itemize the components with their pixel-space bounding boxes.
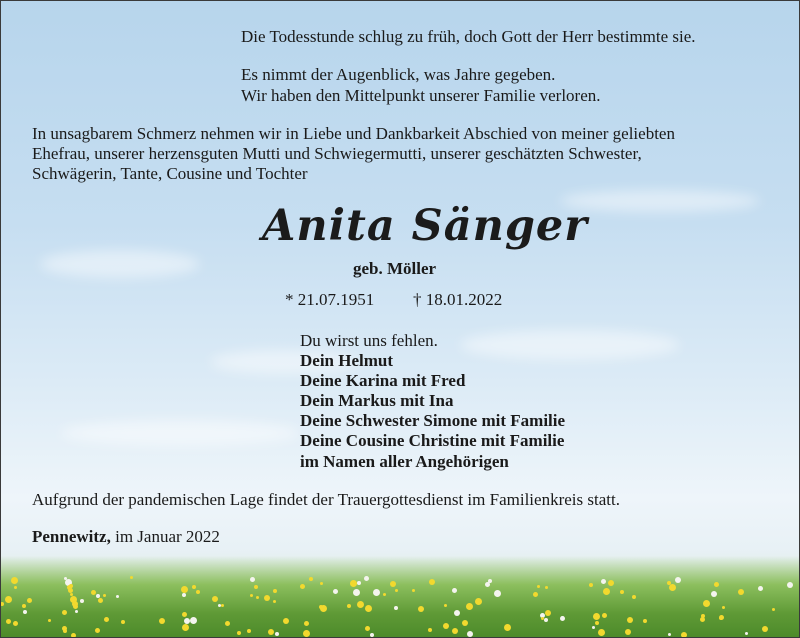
flower-decoration [443, 623, 449, 629]
flower-decoration [592, 626, 595, 629]
flower-decoration [533, 592, 538, 597]
flower-decoration [130, 576, 133, 579]
flower-decoration [494, 590, 501, 597]
place: Pennewitz, [32, 527, 111, 546]
flower-decoration [365, 605, 372, 612]
flower-decoration [23, 610, 27, 614]
flower-decoration [218, 604, 221, 607]
intro-line-2: Ehefrau, unserer herzensguten Mutti und Schwiegermutti, unserer geschätzten Schwester, [32, 144, 642, 163]
flower-decoration [418, 606, 424, 612]
cloud-decoration [40, 250, 200, 278]
flower-decoration [643, 619, 647, 623]
service-note: Aufgrund der pandemischen Lage findet der Trauergottesdienst im Familienkreis statt. [32, 490, 620, 509]
flower-decoration [395, 589, 398, 592]
flower-decoration [466, 603, 473, 610]
flower-decoration [80, 599, 84, 603]
flower-decoration [627, 617, 633, 623]
maiden-name: geb. Möller [353, 259, 437, 278]
mourners-intro: Du wirst uns fehlen. [300, 331, 438, 350]
flower-decoration [598, 629, 605, 636]
flower-decoration [602, 613, 607, 618]
flower-decoration [75, 610, 78, 613]
flower-decoration [182, 624, 189, 631]
flower-decoration [452, 628, 458, 634]
flower-decoration [159, 618, 165, 624]
flower-decoration [601, 579, 606, 584]
flower-decoration [370, 633, 374, 637]
mourner-name: Dein Helmut [300, 351, 394, 370]
flower-decoration [701, 614, 705, 618]
flower-decoration [69, 584, 73, 588]
flower-decoration [703, 600, 710, 607]
flower-decoration [667, 581, 671, 585]
flower-decoration [347, 604, 351, 608]
flower-decoration [196, 590, 200, 594]
flower-decoration [283, 618, 289, 624]
flower-decoration [620, 590, 624, 594]
flower-decoration [589, 583, 593, 587]
flower-decoration [303, 630, 310, 637]
flower-decoration [504, 624, 511, 631]
flower-decoration [192, 585, 196, 589]
flower-decoration [95, 628, 100, 633]
flower-decoration [711, 591, 717, 597]
flower-decoration [212, 596, 218, 602]
flower-decoration [675, 577, 681, 583]
flower-decoration [357, 581, 361, 585]
flower-decoration [320, 605, 327, 612]
flower-decoration [608, 580, 614, 586]
flower-decoration [462, 620, 468, 626]
flower-decoration [429, 579, 435, 585]
cloud-decoration [60, 420, 300, 446]
flower-decoration [268, 629, 274, 635]
flower-decoration [758, 586, 763, 591]
flower-decoration [603, 588, 610, 595]
flower-decoration [762, 626, 768, 632]
date: im Januar 2022 [115, 527, 220, 546]
verse-line-2: Es nimmt der Augenblick, was Jahre gegeben. [241, 65, 556, 84]
flower-decoration [669, 584, 676, 591]
flower-decoration [11, 577, 18, 584]
flower-decoration [247, 629, 251, 633]
flower-decoration [182, 612, 187, 617]
flower-decoration [264, 595, 270, 601]
flower-decoration [364, 576, 369, 581]
flower-decoration [254, 585, 258, 589]
flower-decoration [71, 633, 76, 638]
flower-decoration [772, 608, 775, 611]
flower-decoration [73, 604, 78, 609]
flower-decoration [722, 606, 725, 609]
mourner-name: Deine Karina mit Fred [300, 371, 466, 390]
flower-decoration [428, 628, 432, 632]
flower-decoration [545, 610, 551, 616]
flower-decoration [273, 589, 277, 593]
flower-decoration [22, 604, 26, 608]
birth-date: * 21.07.1951 [285, 290, 375, 309]
flower-decoration [444, 604, 447, 607]
flower-decoration [27, 598, 32, 603]
flower-decoration [225, 621, 230, 626]
flower-decoration [116, 595, 119, 598]
flower-decoration [485, 582, 490, 587]
flower-decoration [304, 621, 309, 626]
flower-decoration [96, 594, 100, 598]
flower-decoration [412, 589, 415, 592]
flower-decoration [541, 617, 544, 620]
flower-decoration [365, 626, 370, 631]
flower-decoration [237, 631, 241, 635]
flower-decoration [452, 588, 457, 593]
verse-line-1: Die Todesstunde schlug zu früh, doch Gott der Herr bestimmte sie. [241, 27, 696, 46]
flower-decoration [5, 596, 12, 603]
mourner-name: Deine Cousine Christine mit Familie [300, 431, 565, 450]
flower-decoration [333, 589, 338, 594]
flower-decoration [467, 631, 473, 637]
flower-decoration [273, 600, 276, 603]
cloud-decoration [560, 190, 760, 212]
flower-decoration [545, 586, 548, 589]
flower-decoration [357, 601, 364, 608]
flower-decoration [250, 594, 253, 597]
flower-decoration [181, 586, 188, 593]
flower-decoration [593, 613, 600, 620]
flower-decoration [309, 577, 313, 581]
flower-decoration [121, 620, 125, 624]
flower-decoration [14, 586, 17, 589]
flower-decoration [454, 610, 460, 616]
cloud-decoration [460, 330, 680, 360]
flower-decoration [6, 619, 11, 624]
flower-decoration [668, 633, 671, 636]
flower-decoration [63, 629, 67, 633]
flower-decoration [373, 589, 380, 596]
flower-decoration [190, 617, 197, 624]
mourner-name: Deine Schwester Simone mit Familie [300, 411, 566, 430]
flower-decoration [256, 596, 259, 599]
flower-decoration [221, 604, 224, 607]
flower-decoration [62, 610, 67, 615]
flower-decoration [394, 606, 398, 610]
flower-decoration [738, 589, 744, 595]
flower-decoration [182, 593, 186, 597]
mourner-name: Dein Markus mit Ina [300, 391, 454, 410]
place-date [32, 526, 220, 547]
flower-decoration [787, 582, 793, 588]
flower-decoration [320, 582, 323, 585]
intro-line-3: Schwägerin, Tante, Cousine und Tochter [32, 164, 308, 183]
flower-decoration [48, 619, 51, 622]
flower-decoration [714, 582, 719, 587]
death-date: † 18.01.2022 [413, 290, 503, 309]
intro-line-1: In unsagbarem Schmerz nehmen wir in Liebe und Dankbarkeit Abschied von meiner geliebten [32, 124, 675, 143]
flower-decoration [383, 593, 386, 596]
flower-decoration [275, 632, 279, 636]
flower-decoration [719, 616, 723, 620]
flower-decoration [250, 577, 255, 582]
flower-decoration [350, 580, 357, 587]
flower-decoration [681, 632, 687, 638]
flower-decoration [625, 629, 631, 635]
meadow-background [0, 556, 800, 638]
flower-decoration [300, 584, 305, 589]
mourner-name: im Namen aller Angehörigen [300, 452, 509, 471]
flower-decoration [595, 621, 599, 625]
flower-decoration [560, 616, 565, 621]
flower-decoration [475, 598, 482, 605]
flower-decoration [103, 594, 106, 597]
flower-decoration [13, 621, 18, 626]
verse-line-3: Wir haben den Mittelpunkt unserer Familie verloren. [241, 86, 601, 105]
flower-decoration [98, 598, 103, 603]
flower-decoration [390, 581, 396, 587]
flower-decoration [632, 595, 636, 599]
flower-decoration [353, 589, 360, 596]
flower-decoration [537, 585, 540, 588]
flower-decoration [0, 602, 4, 606]
deceased-name: Anita Sänger [262, 201, 588, 251]
flower-decoration [104, 617, 109, 622]
flower-decoration [745, 632, 748, 635]
flower-decoration [544, 618, 548, 622]
